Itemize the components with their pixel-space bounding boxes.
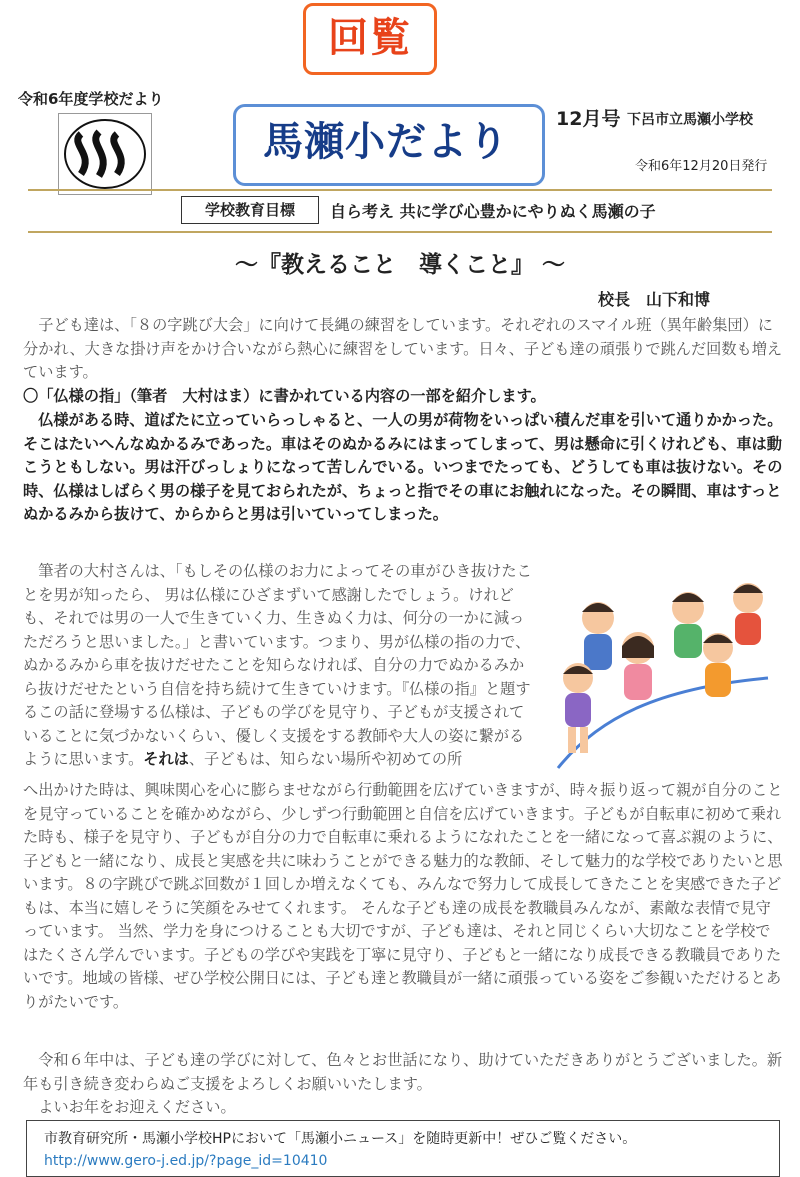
circulation-stamp: 回覧 (303, 3, 437, 75)
goal-label: 学校教育目標 (181, 196, 319, 224)
bottom-divider (28, 231, 772, 233)
quote-body: 仏様がある時、道ばたに立っていらっしゃると、一人の男が荷物をいっぱい積んだ車を引いて通りかかった。そこはたいへんなぬかるみであった。車はそのぬかるみにはまってしまって、男は懸命に引くけれども、車は動こうともしない。男は汗びっしょりになって苦しんでいる。いつまでたっても、どうしても車は抜けない。その時、仏様はしばらく男の様子を見ておられたが、ちょっと指でその車にお触れになった。その瞬間、車はすっとぬかるみから抜けて、からからと男は引いていってしまった。 (23, 411, 783, 523)
commentary-text: 筆者の大村さんは、「もしその仏様のお力によってその車がひき抜けたことを男が知ったら、 男は仏様にひざまずいて感謝したでしょう。けれども、それでは男の一人で生きていく力、生きぬく力は、何分の一かに減っただろうと思いました。」と書いています。つまり、男が仏様の指の力で、ぬかるみから車を抜けだせたことを知らなければ、自分の力でぬかるみから抜けだせたという自信を持ち続けて生きていけます。『仏様の指』と題するこの話に登場する仏様は、子どもの学びを見守り、子どもが支援されていることに気づかないくらい、優しく支援をする教師や大人の姿に繋がるように思います。 (23, 562, 532, 768)
newsletter-title: 馬瀬小だより (263, 119, 509, 165)
series-label: 令和6年度学校だより (18, 90, 164, 108)
publish-date: 令和6年12月20日発行 (635, 159, 768, 174)
issue-number: 12月号 (556, 108, 621, 130)
school-name: 下呂市立馬瀬小学校 (627, 112, 753, 128)
continued-paragraph: へ出かけた時は、興味関心を心に膨らませながら行動範囲を広げていきますが、時々振り返って親が自分のことを見守っていることを確かめながら、少しずつ行動範囲と自信を広げていきます。子どもが自転車に初めて乗れた時も、様子を見守り、子どもが自分の力で自転車に乗れるようになれたことを一緒になって喜ぶ親のように、子どもと一緒になり、成長と実感を共に味わうことができる魅力的な教師、そして魅力的な学校でありたいと思います。８の字跳びで跳ぶ回数が１回しか増えなくても、みんなで努力して成長してきたことを実感できた子どもは、本当に嬉しそうに笑顔をみせてくれます。 そんな子ども達の成長を教職員みんなが、素敵な表情で見守っています。 当然、学力を身につけることも大切ですが、子ども達は、それと同じくらい大切なことを学校ではたくさん学んでいます。子どもの学びや実践を丁寧に見守り、子どもと一緒になり成長できる教職員でありたいです。地域の皆様、ぜひ学校公開日には、子ども達と教職員が一緒に頑張っている姿をご参観いただけるとありがたいです。 (23, 781, 783, 1011)
year-end-greeting: よいお年をお迎えください。 (23, 1098, 236, 1116)
footer-notice: 市教育研究所・馬瀬小学校HPにおいて「馬瀬小ニュース」を随時更新中！ぜひご覧ください。 (44, 1131, 637, 1147)
school-website-link[interactable]: http://www.gero-j.ed.jp/?page_id=10410 (44, 1153, 328, 1169)
goal-text: 自ら考え 共に学び心豊かにやりぬく馬瀬の子 (330, 202, 656, 221)
school-logo-icon (58, 113, 152, 195)
closing-paragraph: 令和６年中は、子ども達の学びに対して、色々とお世話になり、助けていただきありがとうございました。新年も引き続き変わらぬご支援をよろしくお願いいたします。 (23, 1051, 783, 1093)
intro-paragraph: 子ども達は、「８の字跳び大会」に向けて長縄の練習をしています。それぞれのスマイル班（異年齢集団）に分かれ、大きな掛け声をかけ合いながら熱心に練習をしています。日々、子ども達の頑張りで跳んだ回数も増えています。 (23, 316, 783, 381)
commentary-paragraph (23, 560, 533, 772)
headline: ～『教えること 導くこと』 ～ (234, 252, 565, 278)
commentary-emphasis: それは (143, 750, 189, 768)
author: 校長 山下和博 (598, 290, 711, 309)
jump-rope-children-illustration (538, 568, 788, 776)
quote-heading: 〇「仏様の指」（筆者 大村はま）に書かれている内容の一部を紹介します。 (23, 387, 546, 405)
top-divider (28, 189, 772, 191)
commentary-tail: 、子どもは、知らない場所や初めての所 (188, 750, 463, 768)
